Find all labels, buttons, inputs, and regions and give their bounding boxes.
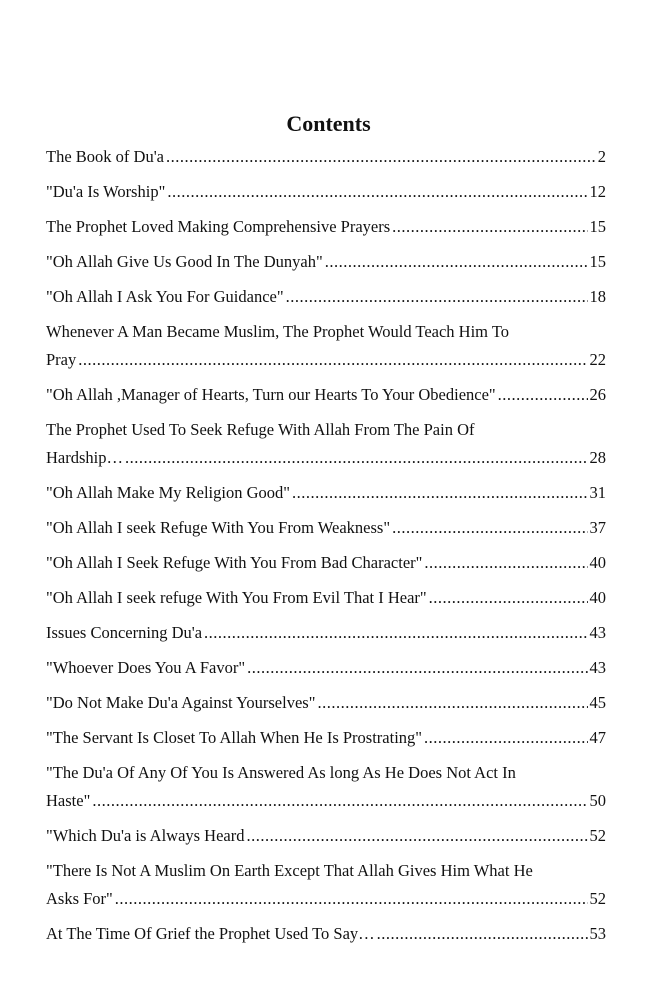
toc-entry-title: Issues Concerning Du'a: [46, 623, 203, 642]
dot-leader: [392, 213, 587, 241]
toc-entry-title: "Oh Allah I seek Refuge With You From Weakness": [46, 518, 391, 537]
toc-entry-row: [46, 514, 606, 542]
toc-entry-row: [46, 381, 606, 409]
dot-leader: [92, 787, 587, 815]
dot-leader: [377, 920, 588, 948]
toc-entry[interactable]: [46, 822, 606, 850]
toc-page-number: 12: [589, 182, 606, 201]
toc-entry[interactable]: [46, 143, 606, 171]
toc-page-number: 26: [589, 385, 606, 404]
toc-entry-title: Hardship…: [46, 448, 123, 467]
toc-entry-row: [46, 549, 606, 577]
toc-entry[interactable]: [46, 584, 606, 612]
toc-entry-title: Pray: [46, 350, 77, 369]
dot-leader: [424, 724, 587, 752]
toc-page-number: 15: [589, 217, 606, 236]
dot-leader: [325, 248, 588, 276]
dot-leader: [247, 654, 587, 682]
toc-entry-row: [46, 584, 606, 612]
toc-entry-title: "Whoever Does You A Favor": [46, 658, 246, 677]
toc-entry-title: At The Time Of Grief the Prophet Used To Say…: [46, 924, 375, 943]
toc-entry-title-line: Whenever A Man Became Muslim, The Prophet Would Teach Him To: [46, 322, 510, 341]
toc-entry[interactable]: [46, 724, 606, 752]
toc-entry-title: Asks For": [46, 889, 113, 908]
toc-entry-title: "Du'a Is Worship": [46, 182, 166, 201]
toc-entry[interactable]: [46, 549, 606, 577]
toc-entry[interactable]: [46, 689, 606, 717]
dot-leader: [317, 689, 587, 717]
toc-entry-title: "Which Du'a is Always Heard: [46, 826, 245, 845]
dot-leader: [167, 178, 587, 206]
page-title: Contents: [286, 111, 371, 136]
toc-entry-title: "Oh Allah I seek refuge With You From Evil That I Hear": [46, 588, 427, 607]
table-of-contents: [46, 143, 606, 955]
toc-entry-row: [46, 346, 606, 374]
toc-entry-title-line: The Prophet Used To Seek Refuge With Allah From The Pain Of: [46, 420, 475, 439]
toc-page-number: 31: [589, 483, 606, 502]
toc-entry[interactable]: [46, 759, 606, 815]
toc-entry-title: "The Servant Is Closet To Allah When He Is Prostrating": [46, 728, 423, 747]
toc-page-number: 22: [589, 350, 606, 369]
dot-leader: [292, 479, 588, 507]
toc-page-number: 47: [589, 728, 606, 747]
dot-leader: [498, 381, 588, 409]
toc-page-number: 52: [589, 826, 606, 845]
dot-leader: [286, 283, 588, 311]
dot-leader: [204, 619, 587, 647]
toc-entry[interactable]: [46, 213, 606, 241]
toc-page-number: 45: [589, 693, 606, 712]
toc-entry[interactable]: [46, 283, 606, 311]
toc-entry-row: [46, 689, 606, 717]
dot-leader: [247, 822, 588, 850]
toc-entry-row: [46, 283, 606, 311]
toc-entry-title: The Book of Du'a: [46, 147, 164, 166]
toc-entry[interactable]: [46, 857, 606, 913]
toc-page-number: 52: [589, 889, 606, 908]
toc-entry-row: [46, 724, 606, 752]
toc-entry[interactable]: [46, 479, 606, 507]
toc-entry-row: [46, 787, 606, 815]
toc-entry[interactable]: [46, 416, 606, 472]
toc-page-number: 53: [589, 924, 606, 943]
toc-page-number: 43: [589, 658, 606, 677]
toc-entry[interactable]: [46, 654, 606, 682]
toc-entry-title: "Oh Allah Give Us Good In The Dunyah": [46, 252, 323, 271]
toc-page-number: 37: [589, 518, 606, 537]
toc-entry-row: [46, 178, 606, 206]
toc-entry-row: [46, 248, 606, 276]
toc-entry-row: [46, 885, 606, 913]
toc-entry-title-line: "The Du'a Of Any Of You Is Answered As long As He Does Not Act In: [46, 763, 516, 782]
toc-entry-title: "Oh Allah Make My Religion Good": [46, 483, 290, 502]
toc-entry[interactable]: [46, 920, 606, 948]
toc-entry-title: "Oh Allah I Seek Refuge With You From Bad Character": [46, 553, 423, 572]
toc-page-number: 40: [589, 553, 606, 572]
toc-page-number: 50: [589, 791, 606, 810]
toc-entry[interactable]: [46, 619, 606, 647]
toc-entry[interactable]: [46, 514, 606, 542]
toc-page-number: 40: [589, 588, 606, 607]
toc-entry-row: [46, 822, 606, 850]
toc-page-number: 18: [589, 287, 606, 306]
toc-entry-row: [46, 479, 606, 507]
toc-entry[interactable]: [46, 318, 606, 374]
toc-page-number: 2: [597, 147, 606, 166]
dot-leader: [392, 514, 587, 542]
toc-entry-row: [46, 920, 606, 948]
toc-entry-row: [46, 654, 606, 682]
toc-entry[interactable]: [46, 248, 606, 276]
toc-entry-row: [46, 619, 606, 647]
dot-leader: [429, 584, 588, 612]
toc-page-number: 28: [589, 448, 606, 467]
dot-leader: [115, 885, 588, 913]
toc-entry-row: [46, 444, 606, 472]
toc-entry[interactable]: [46, 178, 606, 206]
dot-leader: [166, 143, 596, 171]
toc-entry-title-line: "There Is Not A Muslim On Earth Except That Allah Gives Him What He: [46, 861, 533, 880]
toc-entry-row: [46, 213, 606, 241]
toc-entry[interactable]: [46, 381, 606, 409]
dot-leader: [78, 346, 587, 374]
toc-entry-row: [46, 143, 606, 171]
toc-page-number: 43: [589, 623, 606, 642]
toc-entry-title: "Do Not Make Du'a Against Yourselves": [46, 693, 316, 712]
dot-leader: [424, 549, 587, 577]
toc-entry-title: "Oh Allah ,Manager of Hearts, Turn our Hearts To Your Obedience": [46, 385, 496, 404]
toc-page-number: 15: [589, 252, 606, 271]
toc-entry-title: "Oh Allah I Ask You For Guidance": [46, 287, 284, 306]
toc-entry-title: Haste": [46, 791, 91, 810]
dot-leader: [125, 444, 588, 472]
toc-entry-title: The Prophet Loved Making Comprehensive Prayers: [46, 217, 391, 236]
